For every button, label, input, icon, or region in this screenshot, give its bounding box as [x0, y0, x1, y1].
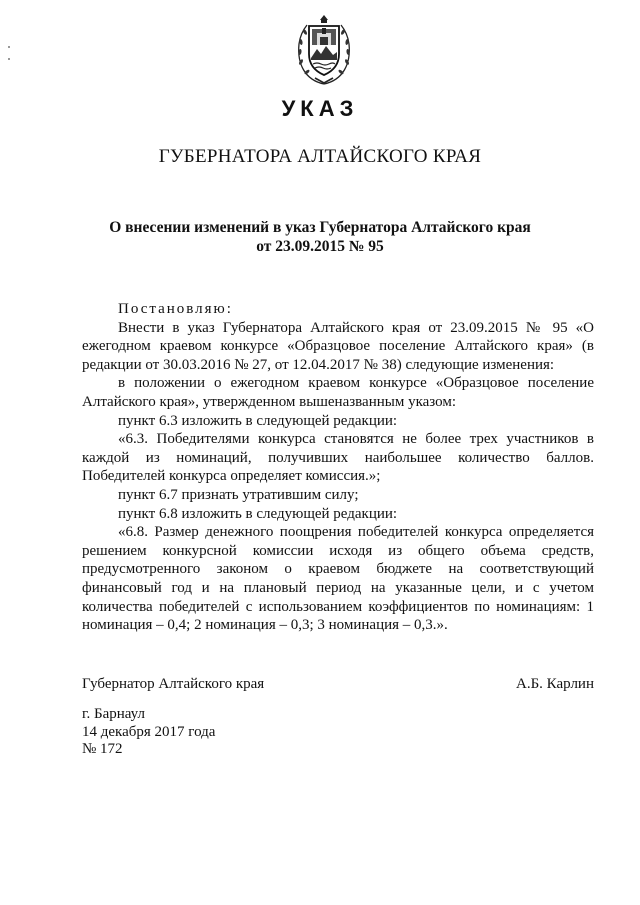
issue-date: 14 декабря 2017 года: [82, 723, 216, 740]
paragraph: в положении о ежегодном краевом конкурсе «Образцовое поселение Алтайского края», утвержденном вышеназванным указом:: [82, 375, 594, 410]
signer-name: А.Б. Карлин: [515, 676, 594, 692]
document-body: [82, 300, 594, 635]
resolve-word: Постановляю:: [118, 301, 233, 317]
altai-krai-coat-of-arms-icon: [293, 14, 355, 88]
scan-speck: [8, 58, 10, 60]
heading-line-2: от 23.09.2015 № 95: [256, 238, 384, 255]
document-heading: [0, 218, 640, 256]
signer-position: Губернатор Алтайского края: [82, 676, 265, 692]
issue-city: г. Барнаул: [82, 706, 145, 722]
paragraph: Внести в указ Губернатора Алтайского края от 23.09.2015 № 95 «О ежегодном краевом конкурсе «Образцовое поселение Алтайского края» (в редакции от 30.03.2016 № 27, от 12.04.2017 № 38) следующие изменения:: [82, 319, 594, 373]
issue-number: № 172: [82, 741, 123, 757]
heading-line-1: О внесении изменений в указ Губернатора Алтайского края: [109, 219, 531, 236]
decree-issuer: ГУБЕРНАТОРА АЛТАЙСКОГО КРАЯ: [158, 146, 482, 167]
issue-details: [82, 706, 215, 759]
paragraph: «6.8. Размер денежного поощрения победителей конкурса определяется решением конкурсной комиссии исходя из общего объема средств, предусмотренного законом о краевом бюджете на соответствующий финансовый год и на плановый период на указанные цели, и с учетом количества победителей с использованием коэффициентов по номинациям: 1 номинация – 0,4; 2 номинация – 0,3; 3 номинация – 0,3.».: [82, 524, 594, 634]
decree-title: УКАЗ: [281, 96, 359, 121]
paragraph: пункт 6.3 изложить в следующей редакции:: [118, 412, 398, 429]
paragraph: пункт 6.8 изложить в следующей редакции:: [118, 505, 398, 522]
paragraph: «6.3. Победителями конкурса становятся не более трех участников в каждой из номинаций, получивших наибольшее количество баллов. Победителей конкурса определяет комиссия.»;: [82, 431, 594, 485]
signature-block: [82, 676, 594, 693]
scan-speck: [8, 46, 10, 48]
paragraph: пункт 6.7 признать утратившим силу;: [118, 486, 359, 503]
